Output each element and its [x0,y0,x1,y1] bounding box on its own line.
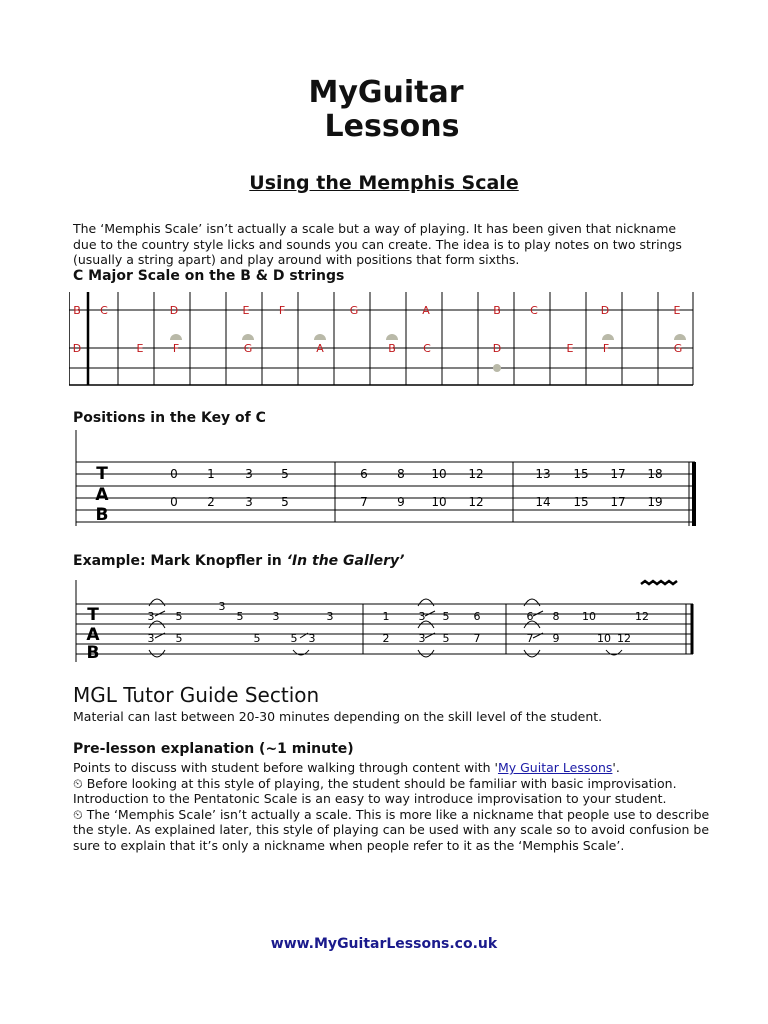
tab-number: 5 [236,610,244,623]
tab-number: 10 [597,632,611,645]
tab-number: 19 [647,495,663,509]
fret-note-d: G [673,342,683,355]
tab-number: 3 [418,610,426,623]
tab-number: 3 [218,600,226,613]
tab-number: 8 [397,467,405,481]
tab-number: 12 [468,467,484,481]
tab-number: 5 [175,632,183,645]
fret-note-d: F [602,342,610,355]
fret-note-b: G [349,304,359,317]
fret-note-b: A [422,304,430,317]
points-suffix: '. [612,760,620,775]
intro-paragraph: The ‘Memphis Scale’ isn’t actually a scale but a way of playing. It has been given that nickname due to the country style licks and sounds you can create. The idea is to play notes on two strings (usually a string apart) and play around with positions that form sixths. [73,221,682,267]
tab-number: 3 [147,610,155,623]
tab-number: 3 [272,610,280,623]
tab-number: 13 [535,467,551,481]
page-title: Using the Memphis Scale [249,172,519,194]
tab-number: 3 [308,632,316,645]
fret-note-b: C [100,304,108,317]
tab-number: 10 [431,467,447,481]
fret-note-d: B [388,342,396,355]
tab-number: 0 [170,495,178,509]
tab-number: 6 [360,467,368,481]
tab-number: 3 [147,632,155,645]
tutor-guide-heading: MGL Tutor Guide Section [73,683,320,707]
tab-number: 9 [552,632,560,645]
tab-number: 14 [535,495,551,509]
fret-note-b: D [600,304,610,317]
tab-number: 5 [290,632,298,645]
tab-number: 3 [418,632,426,645]
tab-number: 5 [281,467,289,481]
fret-note-d: F [172,342,180,355]
tab-number: 7 [526,632,534,645]
tab-letter: B [86,643,100,663]
tab-number: 5 [175,610,183,623]
pre-lesson-heading: Pre-lesson explanation (~1 minute) [73,741,354,757]
tab-number: 1 [382,610,390,623]
fret-note-b: E [242,304,250,317]
tab-number: 17 [610,495,626,509]
tab-number: 10 [582,610,596,623]
fret-note-b: E [673,304,681,317]
tab-number: 15 [573,495,589,509]
tab-number: 5 [442,632,450,645]
tab-number: 6 [526,610,534,623]
tab-number: 0 [170,467,178,481]
fret-note-d: E [136,342,144,355]
example-heading-prefix: Example: Mark Knopfler in [73,553,287,569]
fret-note-d: D [492,342,502,355]
footer-website-link[interactable]: www.MyGuitarLessons.co.uk [270,936,498,952]
tab-number: 5 [442,610,450,623]
tab-letter: T [87,605,99,625]
pre-lesson-point-1: ⏲ Before looking at this style of playing, the student should be familiar with basic improvisation. Introduction to the Pentatonic Scale is an easy to way introduce improvisation to your student. [73,775,677,806]
fret-note-d: G [243,342,253,355]
logo-line1: MyGuitar [308,75,464,110]
tab-number: 8 [552,610,560,623]
fret-note-b: F [278,304,286,317]
tab-number: 15 [573,467,589,481]
tab-number: 12 [617,632,631,645]
fret-note-b: B [493,304,501,317]
tab-knopfler-example [73,572,699,664]
section-heading-c-major: C Major Scale on the B & D strings [73,268,345,284]
tab-number: 12 [468,495,484,509]
section-heading-positions: Positions in the Key of C [73,410,266,426]
fret-note-d: A [316,342,324,355]
pre-lesson-body [73,760,723,853]
tab-number: 7 [473,632,481,645]
tab-letter: A [95,485,109,505]
tab-number: 3 [326,610,334,623]
fret-note-b: C [530,304,538,317]
fret-note-d: D [72,342,82,355]
tab-number: 2 [382,632,390,645]
section-heading-example [73,553,404,569]
pre-lesson-points [73,760,723,776]
tab-number: 7 [360,495,368,509]
fret-note-b: D [169,304,179,317]
example-heading-song: ‘In the Gallery’ [286,553,405,569]
fretboard-diagram [69,288,695,386]
fret-note-b: B [73,304,81,317]
points-prefix: Points to discuss with student before walking through content with ' [73,760,498,775]
tab-number: 2 [207,495,215,509]
tab-number: 17 [610,467,626,481]
tab-letter: B [95,505,109,525]
tab-positions-key-of-c [73,430,699,530]
tab-number: 12 [635,610,649,623]
fret-note-d: C [423,342,431,355]
my-guitar-lessons-link[interactable]: My Guitar Lessons [497,760,613,775]
tab-number: 3 [245,467,253,481]
tab-number: 6 [473,610,481,623]
tutor-duration-note: Material can last between 20-30 minutes depending on the skill level of the student. [73,709,603,724]
tab-number: 10 [431,495,447,509]
fret-note-d: E [566,342,574,355]
logo-line2: Lessons [324,109,460,142]
tab-number: 18 [647,467,663,481]
tab-letter: T [96,464,108,484]
tab-number: 9 [397,495,405,509]
tab-number: 1 [207,467,215,481]
tab-number: 5 [281,495,289,509]
pre-lesson-point-2: ⏲ The ‘Memphis Scale’ isn’t actually a scale. This is more like a nickname that people use to describe the style. As explained later, this style of playing can be used with any scale so to avoid confusion be sure to explain that it’s only a nickname when people refer to it as the ‘Memphis Scale’. [73,806,710,853]
my-guitar-lessons-logo [288,68,484,142]
tab-number: 3 [245,495,253,509]
tab-letter: A [86,625,100,645]
tab-number: 5 [253,632,261,645]
